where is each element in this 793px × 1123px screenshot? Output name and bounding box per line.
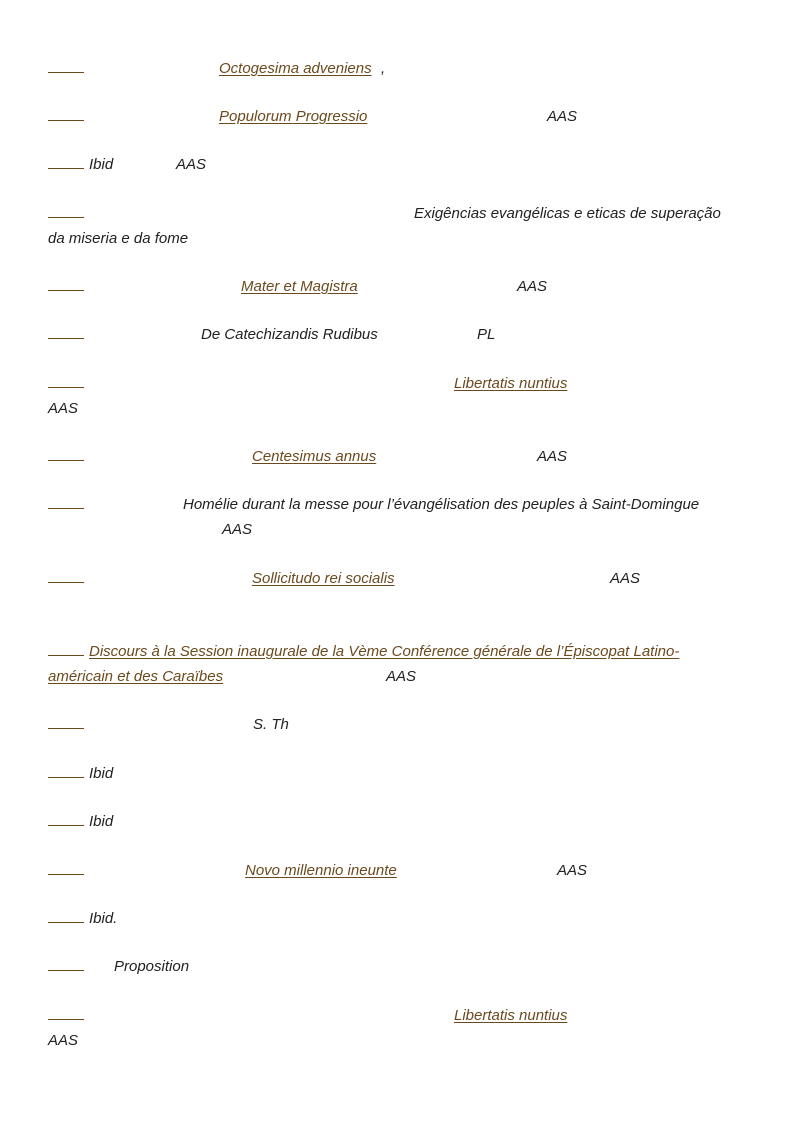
footnote bbox=[48, 274, 748, 299]
footnote-text: Ibid bbox=[89, 156, 114, 173]
footnote-link[interactable]: Centesimus annus bbox=[252, 448, 377, 465]
footnote-text: Ibid. bbox=[89, 910, 118, 927]
footnote bbox=[48, 201, 748, 247]
footnote-ref-blank[interactable] bbox=[48, 104, 84, 121]
footnote-link[interactable]: Mater et Magistra bbox=[241, 278, 358, 295]
footnote-ref-blank[interactable] bbox=[48, 639, 84, 656]
footnote-text: da miseria e da fome bbox=[48, 230, 189, 247]
footnote-text: Ibid bbox=[89, 765, 114, 782]
footnote-text: AAS bbox=[222, 521, 253, 538]
footnote-text: AAS bbox=[48, 400, 79, 417]
footnote-text: S. Th bbox=[253, 716, 289, 733]
footnote-text: De Catechizandis Rudibus bbox=[201, 326, 378, 343]
footnote bbox=[48, 712, 748, 737]
footnote-ref-blank[interactable] bbox=[48, 566, 84, 583]
footnote-text: AAS bbox=[176, 156, 207, 173]
footnote-ref-blank[interactable] bbox=[48, 444, 84, 461]
footnote-ref-blank[interactable] bbox=[48, 761, 84, 778]
footnote bbox=[48, 639, 748, 685]
footnote-link[interactable]: Libertatis nuntius bbox=[454, 1007, 568, 1024]
footnote-text: AAS bbox=[557, 862, 588, 879]
footnote-text: AAS bbox=[517, 278, 548, 295]
footnote bbox=[48, 371, 748, 417]
footnote-link[interactable]: Discours à la Session inaugurale de la Vème Conférence générale de l’Épiscopat Latino- bbox=[89, 643, 680, 660]
footnote bbox=[48, 56, 748, 81]
footnote bbox=[48, 492, 748, 538]
footnote-ref-blank[interactable] bbox=[48, 906, 84, 923]
footnote-ref-blank[interactable] bbox=[48, 152, 84, 169]
footnote-link[interactable]: américain et des Caraïbes bbox=[48, 668, 224, 685]
footnote bbox=[48, 566, 748, 591]
footnote-ref-blank[interactable] bbox=[48, 1003, 84, 1020]
footnote-link[interactable]: Populorum Progressio bbox=[219, 108, 368, 125]
footnote-text: PL bbox=[477, 326, 496, 343]
footnote bbox=[48, 858, 748, 883]
footnote-text: AAS bbox=[386, 668, 417, 685]
footnote-ref-blank[interactable] bbox=[48, 322, 84, 339]
footnote-ref-blank[interactable] bbox=[48, 201, 84, 218]
footnote bbox=[48, 104, 748, 129]
footnote-link[interactable]: Sollicitudo rei socialis bbox=[252, 570, 395, 587]
footnote-link[interactable]: Octogesima adveniens bbox=[219, 60, 372, 77]
footnote bbox=[48, 444, 748, 469]
footnote-text: Ibid bbox=[89, 813, 114, 830]
footnote-text: AAS bbox=[610, 570, 641, 587]
footnote-ref-blank[interactable] bbox=[48, 858, 84, 875]
footnote-ref-blank[interactable] bbox=[48, 56, 84, 73]
footnote bbox=[48, 761, 748, 786]
footnote-link[interactable]: Novo millennio ineunte bbox=[245, 862, 397, 879]
footnote-text: Exigências evangélicas e eticas de superação bbox=[414, 205, 721, 222]
footnote-text: AAS bbox=[547, 108, 578, 125]
footnote-text: AAS bbox=[48, 1032, 79, 1049]
footnote-text: Homélie durant la messe pour l’évangélisation des peuples à Saint-Domingue bbox=[183, 496, 700, 513]
footnote-ref-blank[interactable] bbox=[48, 954, 84, 971]
footnote-link[interactable]: Libertatis nuntius bbox=[454, 375, 568, 392]
footnote bbox=[48, 1003, 748, 1049]
footnote-ref-blank[interactable] bbox=[48, 371, 84, 388]
footnote-ref-blank[interactable] bbox=[48, 492, 84, 509]
footnote bbox=[48, 152, 748, 177]
footnote-text: Proposition bbox=[114, 958, 190, 975]
footnote bbox=[48, 322, 748, 347]
footnote bbox=[48, 809, 748, 834]
footnote-ref-blank[interactable] bbox=[48, 809, 84, 826]
footnote bbox=[48, 906, 748, 931]
footnote-ref-blank[interactable] bbox=[48, 274, 84, 291]
footnote bbox=[48, 954, 748, 979]
footnote-text: AAS bbox=[537, 448, 568, 465]
footnote-ref-blank[interactable] bbox=[48, 712, 84, 729]
footnote-text: , bbox=[381, 60, 386, 77]
